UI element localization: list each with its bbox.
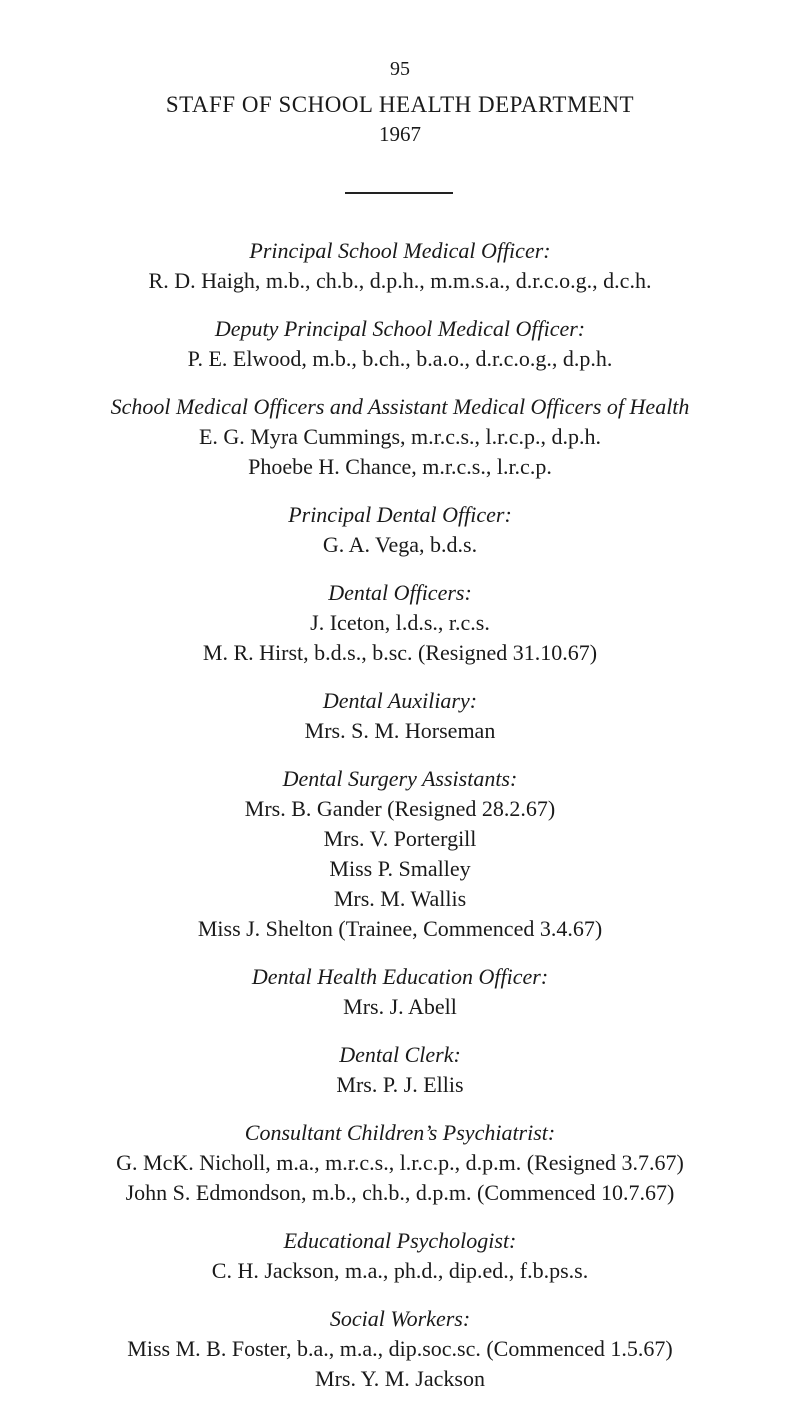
section-heading: Dental Health Education Officer: <box>251 964 549 989</box>
staff-entry: John S. Edmondson, m.b., ch.b., d.p.m. (Commenced 10.7.67) <box>125 1180 675 1205</box>
staff-entry: Phoebe H. Chance, m.r.c.s., l.r.c.p. <box>248 454 552 479</box>
staff-entry: Mrs. M. Wallis <box>333 886 467 911</box>
section-school-medical-officers <box>0 392 800 482</box>
section-heading: School Medical Officers and Assistant Medical Officers of Health <box>110 394 690 419</box>
section-heading: Dental Auxiliary: <box>322 688 478 713</box>
divider-rule <box>345 192 453 194</box>
section-social-workers <box>0 1304 800 1394</box>
section-heading: Social Workers: <box>329 1306 471 1331</box>
staff-entry: Miss M. B. Foster, b.a., m.a., dip.soc.sc. (Commenced 1.5.67) <box>127 1336 673 1361</box>
section-heading: Dental Officers: <box>328 580 472 605</box>
page-number: 95 <box>390 58 410 80</box>
section-principal-medical-officer <box>0 236 800 296</box>
staff-entry: Mrs. V. Portergill <box>323 826 477 851</box>
page-title: STAFF OF SCHOOL HEALTH DEPARTMENT <box>165 92 635 117</box>
section-heading: Dental Surgery Assistants: <box>282 766 518 791</box>
staff-entry: G. McK. Nicholl, m.a., m.r.c.s., l.r.c.p., d.p.m. (Resigned 3.7.67) <box>116 1150 684 1175</box>
section-dental-surgery-assistants <box>0 764 800 944</box>
staff-entry: M. R. Hirst, b.d.s., b.sc. (Resigned 31.10.67) <box>202 640 598 665</box>
staff-entry: J. Iceton, l.d.s., r.c.s. <box>310 610 490 635</box>
staff-entry: Miss P. Smalley <box>329 856 471 881</box>
staff-entry: Mrs. Y. M. Jackson <box>315 1366 485 1391</box>
year: 1967 <box>379 122 421 146</box>
section-childrens-psychiatrist <box>0 1118 800 1208</box>
section-dental-auxiliary <box>0 686 800 746</box>
section-dental-officers <box>0 578 800 668</box>
staff-entry: C. H. Jackson, m.a., ph.d., dip.ed., f.b.ps.s. <box>211 1258 589 1283</box>
section-dental-clerk <box>0 1040 800 1100</box>
section-heading: Deputy Principal School Medical Officer: <box>214 316 586 341</box>
staff-list <box>0 236 800 1412</box>
staff-entry: G. A. Vega, b.d.s. <box>322 532 478 557</box>
staff-entry: Mrs. P. J. Ellis <box>336 1072 464 1097</box>
staff-entry: Mrs. S. M. Horseman <box>304 718 496 743</box>
section-heading: Educational Psychologist: <box>283 1228 517 1253</box>
section-heading: Principal School Medical Officer: <box>249 238 551 263</box>
section-educational-psychologist <box>0 1226 800 1286</box>
section-deputy-medical-officer <box>0 314 800 374</box>
staff-entry: Miss J. Shelton (Trainee, Commenced 3.4.67) <box>197 916 603 941</box>
section-heading: Consultant Children’s Psychiatrist: <box>244 1120 556 1145</box>
section-principal-dental-officer <box>0 500 800 560</box>
staff-entry: Mrs. B. Gander (Resigned 28.2.67) <box>244 796 556 821</box>
staff-entry: Mrs. J. Abell <box>343 994 457 1019</box>
section-heading: Principal Dental Officer: <box>288 502 512 527</box>
section-dental-health-education-officer <box>0 962 800 1022</box>
staff-entry: P. E. Elwood, m.b., b.ch., b.a.o., d.r.c.o.g., d.p.h. <box>187 346 613 371</box>
section-heading: Dental Clerk: <box>339 1042 461 1067</box>
staff-entry: R. D. Haigh, m.b., ch.b., d.p.h., m.m.s.a., d.r.c.o.g., d.c.h. <box>148 268 652 293</box>
staff-entry: E. G. Myra Cummings, m.r.c.s., l.r.c.p., d.p.h. <box>198 424 602 449</box>
